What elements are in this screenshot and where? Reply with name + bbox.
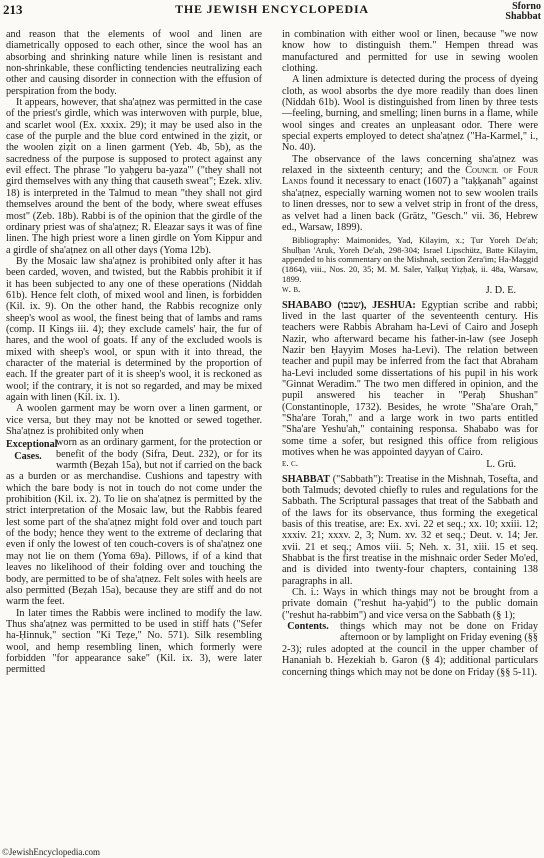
bibliography: Bibliography: Maimonides, Yad, Kilayim, x.; Ṭur Yoreh De'ah; Shulḥan 'Aruk, Yoreh De'ah, 298-304; Israel Lipschütz, Batte Kilayim, appended to his commentary on the Mishnah, section Zera'im; Ha-Maggid (1864), viii., Nos. 20, 35; M. M. Saler, Yalḳuṭ Yiẓḥaḳ, ii. 48a, Warsaw, 1899. bbox=[282, 235, 538, 284]
paragraph: A woolen garment may be worn over a linen garment, or vice versa, but they may not be knotted or sewed together. Sha'aṭnez is prohibited only when bbox=[6, 403, 262, 438]
paragraph: The observance of the laws concerning sha'aṭnez was relaxed in the sixteenth century; and the Council of Four Lands found it necessary to enact (1607) a "taḳḳanah" against sha'aṭnez, especially warning women not to sew woolen trails to linen dresses, nor to sew a velvet strip in front of the dress, as velvet had a linen back (Grätz, "Gesch." vii. 36, Hebrew ed., Warsaw, 1899). bbox=[282, 153, 538, 233]
paragraph: By the Mosaic law sha'aṭnez is prohibited only after it has been carded, woven, and twisted, but the Rabbis prohibit it if it has been subjected to any one of these operations (Niddah 61b). Hence felt cloth, of mixed wool and linen, is forbidden (Kil. ix. 9). On the other hand, the Rabbis recognize only sheep's wool as wool, the finest being that of lambs and rams (comp. II Kings iii. 4); they exclude camels' hair, the fur of hares, and the wool of goats. If any of the excluded wools is mixed with sheep's wool, or spun with it into thread, the character of the material is determined by the proportion of each. If the greater part of it is sheep's wool, it is reckoned as wool; if the contrary, it is not so regarded, and may be mixed again with linen (Kil. ix. 1). bbox=[6, 255, 262, 403]
paragraph-text: worn as an ordinary garment, for the protection or benefit of the body (Sifra, Deut. 232), or for its warmth (Beẓah 15a), but not if carried on the back as a burden or as merchandise. Cushions and tapestry with which the bare body is not in touch do not come under the prohibition (Kil. ix. 2). To lie on sha'aṭnez is permitted by the strict interpretation of the Mosaic law, but the Rabbis feared lest some part of the sha'aṭnez might fold over and touch part of the body; hence they went to the extreme of declaring that even if only the lowest of ten couch-covers is of sha'aṭnez one may not lie on them (Yoma 69a). Pillows, if of a kind that leaves no likelihood of their folding over and touching the body, are permitted to be of sha'aṭnez. Felt soles with heels are also permitted (Beẓah 15a), because they are stiff and do not warm the feet. bbox=[6, 437, 262, 608]
paragraph-with-sidenote: Contents. things which may not be done on Friday afternoon or by lamplight on Friday evening (§§ 2-3); rules adopted at the council in the upper chamber of Hananiah b. Hezekiah b. Garon (§ 4); additional particulars concerning things which may not be done on Friday (§§ 5-11). bbox=[282, 621, 538, 678]
entry-heading: SHABBAT bbox=[282, 473, 330, 485]
headwords bbox=[505, 2, 541, 22]
signature-right: J. D. E. bbox=[485, 285, 516, 297]
entry-shababo: SHABABO (שבבו), JESHUA: Egyptian scribe and rabbi; lived in the last quarter of the seventeenth century. His teachers were Rabbis Abraham ha-Levi of Cairo and Joseph Nazir, who afterward became his father-in-law (see Joseph Nazir ben Ḥayyim Moses ha-Levi). The relation between teacher and pupil may be inferred from the fact that Abraham ha-Levi included some dissertations of his pupil in his work "Ginnat Weradim." The two men differed in opinion, and the pupil answered his teacher in "Peraḥ Shushan" (Constantinople, 1732). Besides, he wrote "Sha'are Orah," "Sha'are Torah," and a large work in two parts entitled "Sha'are Yeshu'ah," containing responsa. Shababo was for some time a sofer, but resigned this office from religious motives when he was appointed dayyan of Cairo. bbox=[282, 299, 538, 458]
paragraph: A linen admixture is detected during the process of dyeing cloth, as wool absorbs the dye more readily than does linen (Niddah 61b). Wool is distinguished from linen by three tests—feeling, burning, and smelling; linen burns in a flame, while wool singes and creates an unpleasant odor. There were special experts employed to detect sha'aṭnez ("Ha-Karmel," i., No. 40). bbox=[282, 74, 538, 154]
headword-top: Sforno bbox=[512, 1, 541, 12]
signature-left: w. b. bbox=[282, 285, 301, 296]
running-title: THE JEWISH ENCYCLOPEDIA bbox=[175, 2, 369, 16]
paragraph: and reason that the elements of wool and linen are diametrically opposed to each other, since the wool has an absorbing and shrinking nature while linen is resistant and non-shrinkable, these conflicting tendencies neutralizing each other and causing disorder in connection with the effusion of perspiration from the body. bbox=[6, 29, 262, 97]
signature bbox=[282, 285, 538, 296]
entry-heading: SHABABO (שבבו), JESHUA: bbox=[282, 299, 416, 311]
page-number: 213 bbox=[3, 2, 23, 17]
paragraph: In later times the Rabbis were inclined to modify the law. Thus sha'aṭnez was permitted to be used in stiff hats ("Sefer ha-Ḥinnuk," section "Ki Teẓe," No. 571). Silk resembling wool, and hemp resembling linen, which formerly were forbidden "for appearance sake" (Kil. ix. 3), were later permitted bbox=[6, 607, 262, 676]
footer-credit: ©JewishEncyclopedia.com bbox=[2, 847, 101, 857]
paragraph-with-sidenote: Ch. i.: Ways in which things may not be brought from a private domain ("reshut ha-yaḥid") to the public domain ("reshut ha-rabbim") and vice versa on the Sabbath (§ 1); bbox=[282, 587, 538, 621]
paragraph-with-sidenote bbox=[6, 437, 262, 607]
entry-shabbat: SHABBAT ("Sabbath"): Treatise in the Mishnah, Tosefta, and both Talmuds; devoted chiefly to rules and regulations for the Sabbath. The Scriptural passages that treat of the Sabbath and of the laws for its observance, thus forming the exegetical basis of this treatise, are: Ex. xvi. 22 et seq.; xx. 10; xxiii. 12; xxxiv. 21; xxxv. 2, 3; Num. xv. 32 et seq.; Deut. v. 14; Jer. xvii. 21 et seq.; Amos viii. 5; Neh. x. 31, xiii. 15 et seq. Shabbat is the first treatise in the mishnaic order Seder Mo'ed, and is divided into twenty-four chapters, containing 138 paragraphs in all. bbox=[282, 473, 538, 587]
right-column bbox=[282, 29, 538, 678]
side-heading: Exceptional Cases. bbox=[6, 439, 58, 463]
council-name: Council of Four Lands bbox=[282, 165, 538, 188]
side-heading: Contents. bbox=[287, 621, 329, 633]
page-header bbox=[3, 2, 541, 26]
paragraph: It appears, however, that sha'aṭnez was permitted in the case of the priest's girdle, which was interwoven with purple, blue, and scarlet wool (Ex. xxxix. 29); it may be used also in the case of the purple and the blue cord entwined in the ẓiẓit, or the woolen ẓiẓit on a linen garment (Yeb. 4b, 5b), as the sacredness of the purpose is supposed to protect against any evil effect. The phrase "lo yaḥgeru ba-yaza'" ("they shall not gird themselves with any thing that causeth sweat"; Ezek. xliv. 18) is interpreted in the Talmud to mean "they shall not gird themselves around the bent of the body, where sweat effuses most" (Zeb. 18b). Rabbi is of the opinion that the girdle of the ordinary priest was of sha'aṭnez; R. Eleazar says it was of fine linen. The high priest wore a linen girdle on Yom Kippur and a girdle of sha'aṭnez on all other days (Yoma 12b). bbox=[6, 97, 262, 256]
paragraph: in combination with either wool or linen, because "we now know how to distinguish them." Hempen thread was manufactured and permitted for use in sewing woolen clothing. bbox=[282, 29, 538, 75]
headword-bottom: Shabbat bbox=[505, 11, 541, 22]
signature-right: L. Grü. bbox=[486, 459, 516, 471]
signature-left: e. c. bbox=[282, 459, 299, 470]
signature bbox=[282, 459, 538, 470]
left-column bbox=[6, 29, 262, 676]
